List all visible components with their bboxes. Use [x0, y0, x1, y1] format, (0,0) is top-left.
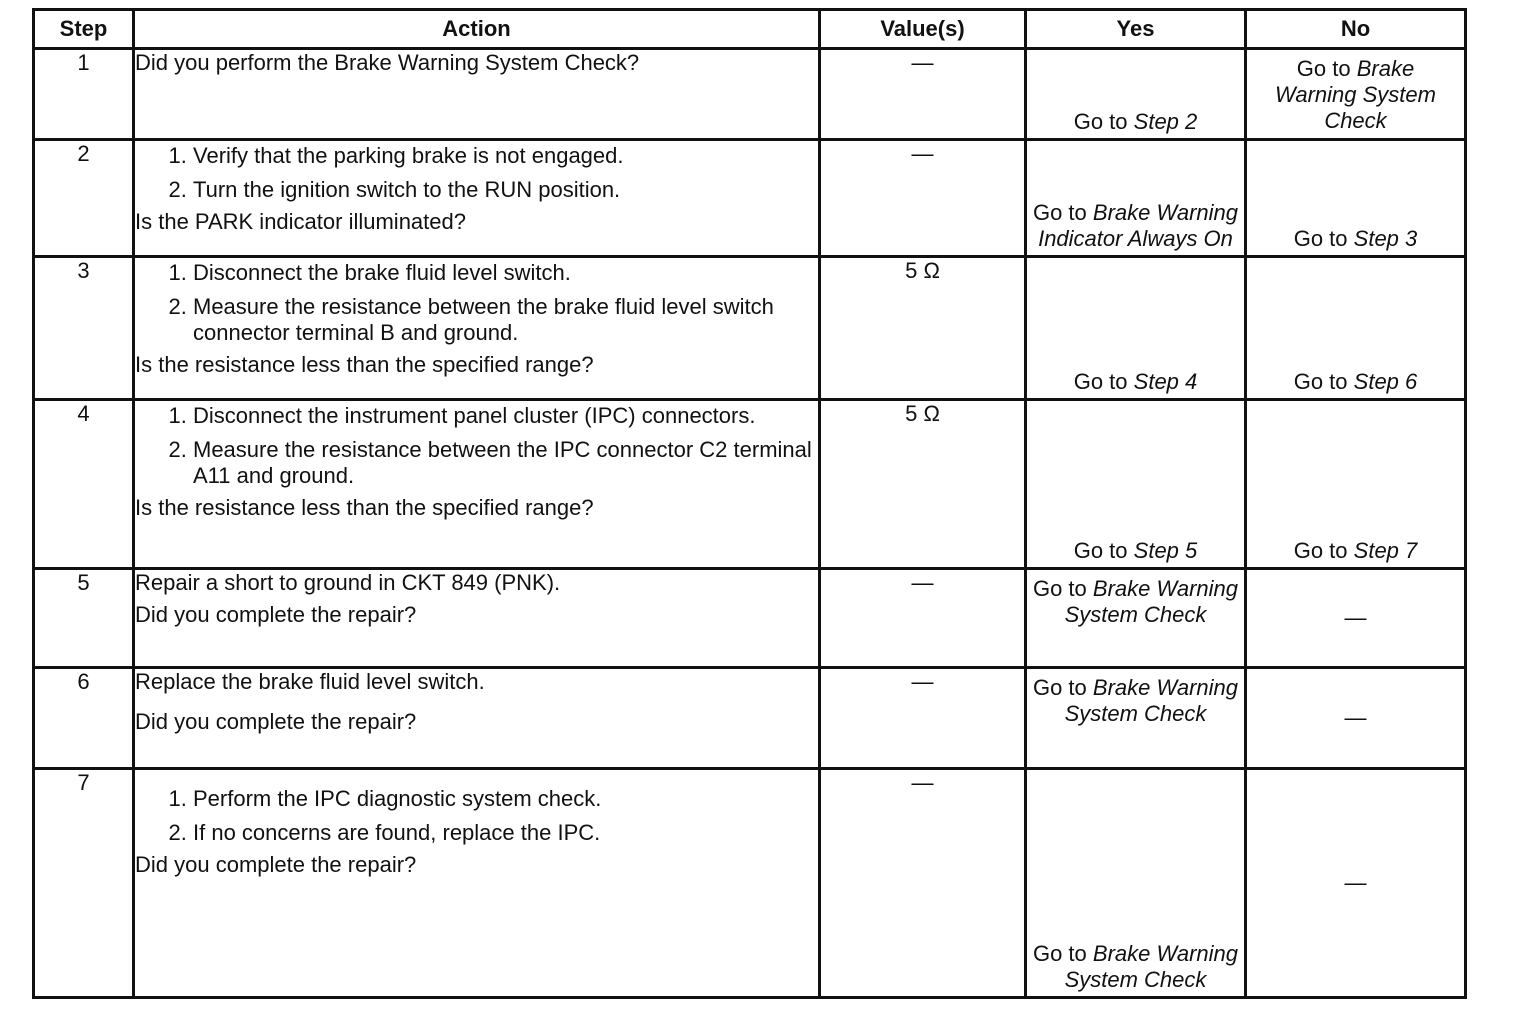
no-result: — — [1344, 605, 1367, 630]
value-cell: — — [820, 668, 1026, 769]
header-no: No — [1246, 10, 1466, 49]
value-cell: — — [820, 769, 1026, 998]
step-link[interactable]: Step 7 — [1353, 538, 1418, 563]
step-number: 5 — [34, 569, 134, 668]
action-steps — [135, 143, 818, 203]
no-result: — — [1344, 705, 1367, 730]
procedure-link[interactable]: Brake Warning System Check — [1064, 941, 1239, 992]
value-cell: — — [820, 140, 1026, 257]
action-step: 1. Perform the IPC diagnostic system check. — [193, 786, 818, 812]
yes-result: Go to Step 2 — [1073, 109, 1198, 134]
value-cell: 5 Ω — [820, 257, 1026, 400]
action-instruction: Replace the brake fluid level switch. — [135, 669, 485, 694]
no-cell — [1246, 769, 1466, 998]
action-question: Is the PARK indicator illuminated? — [135, 209, 466, 234]
action-cell — [134, 668, 820, 769]
action-steps — [135, 260, 818, 346]
no-result: Go to Step 6 — [1293, 369, 1418, 394]
yes-result: Go to Brake Warning System Check — [1032, 675, 1239, 726]
yes-cell — [1026, 769, 1246, 998]
action-cell — [134, 569, 820, 668]
header-yes: Yes — [1026, 10, 1246, 49]
step-number: 7 — [34, 769, 134, 998]
yes-cell — [1026, 569, 1246, 668]
procedure-link[interactable]: Brake Warning Indicator Always On — [1038, 200, 1239, 251]
yes-cell — [1026, 49, 1246, 140]
no-result: Go to Brake Warning System Check — [1275, 56, 1436, 133]
no-cell — [1246, 140, 1466, 257]
no-cell — [1246, 257, 1466, 400]
step-link[interactable]: Step 2 — [1133, 109, 1198, 134]
procedure-link[interactable]: Brake Warning System Check — [1275, 56, 1436, 133]
step-number: 3 — [34, 257, 134, 400]
action-step: 2. If no concerns are found, replace the IPC. — [193, 820, 818, 846]
yes-cell — [1026, 400, 1246, 569]
yes-cell — [1026, 140, 1246, 257]
yes-cell — [1026, 257, 1246, 400]
no-result: Go to Step 3 — [1293, 226, 1418, 251]
table-row — [34, 769, 1466, 998]
header-action: Action — [134, 10, 820, 49]
value-cell: — — [820, 569, 1026, 668]
table-row — [34, 569, 1466, 668]
action-question: Did you complete the repair? — [135, 602, 417, 627]
action-cell — [134, 140, 820, 257]
step-number: 6 — [34, 668, 134, 769]
table-row — [34, 49, 1466, 140]
header-step: Step — [34, 10, 134, 49]
action-step: 2. Turn the ignition switch to the RUN position. — [193, 177, 818, 203]
no-result: Go to Step 7 — [1293, 538, 1418, 563]
yes-result: Go to Brake Warning System Check — [1032, 576, 1239, 627]
procedure-link[interactable]: Brake Warning System Check — [1064, 675, 1239, 726]
value-cell: — — [820, 49, 1026, 140]
table-row — [34, 668, 1466, 769]
action-cell — [134, 400, 820, 569]
header-row — [34, 10, 1466, 49]
yes-result: Go to Step 4 — [1073, 369, 1198, 394]
step-link[interactable]: Step 6 — [1353, 369, 1418, 394]
action-question: Did you complete the repair? — [135, 852, 417, 877]
action-steps — [135, 786, 818, 846]
action-step: 1. Disconnect the instrument panel cluster (IPC) connectors. — [193, 403, 818, 429]
action-question: Is the resistance less than the specified range? — [135, 495, 594, 520]
header-values: Value(s) — [820, 10, 1026, 49]
no-result: — — [1344, 870, 1367, 895]
action-step: 1. Disconnect the brake fluid level switch. — [193, 260, 818, 286]
action-question: Did you complete the repair? — [135, 709, 417, 734]
action-step: 1. Verify that the parking brake is not engaged. — [193, 143, 818, 169]
table-row — [34, 140, 1466, 257]
action-steps — [135, 403, 818, 489]
step-link[interactable]: Step 3 — [1353, 226, 1418, 251]
action-step: 2. Measure the resistance between the brake fluid level switch connector terminal B and ground. — [193, 294, 818, 346]
yes-cell — [1026, 668, 1246, 769]
action-cell — [134, 49, 820, 140]
step-link[interactable]: Step 4 — [1133, 369, 1198, 394]
action-cell — [134, 769, 820, 998]
action-instruction: Repair a short to ground in CKT 849 (PNK). — [135, 570, 561, 595]
table-row — [34, 400, 1466, 569]
no-cell — [1246, 668, 1466, 769]
step-link[interactable]: Step 5 — [1133, 538, 1198, 563]
yes-result: Go to Brake Warning System Check — [1032, 941, 1239, 992]
diagnostic-table — [32, 8, 1467, 999]
action-step: 2. Measure the resistance between the IPC connector C2 terminal A11 and ground. — [193, 437, 818, 489]
table-row — [34, 257, 1466, 400]
yes-result: Go to Step 5 — [1073, 538, 1198, 563]
procedure-link[interactable]: Brake Warning System Check — [1064, 576, 1239, 627]
action-question: Is the resistance less than the specified range? — [135, 352, 594, 377]
action-cell — [134, 257, 820, 400]
step-number: 2 — [34, 140, 134, 257]
step-number: 1 — [34, 49, 134, 140]
no-cell — [1246, 569, 1466, 668]
value-cell: 5 Ω — [820, 400, 1026, 569]
no-cell — [1246, 400, 1466, 569]
step-number: 4 — [34, 400, 134, 569]
action-question: Did you perform the Brake Warning System Check? — [135, 50, 640, 75]
yes-result: Go to Brake Warning Indicator Always On — [1032, 200, 1239, 251]
no-cell — [1246, 49, 1466, 140]
